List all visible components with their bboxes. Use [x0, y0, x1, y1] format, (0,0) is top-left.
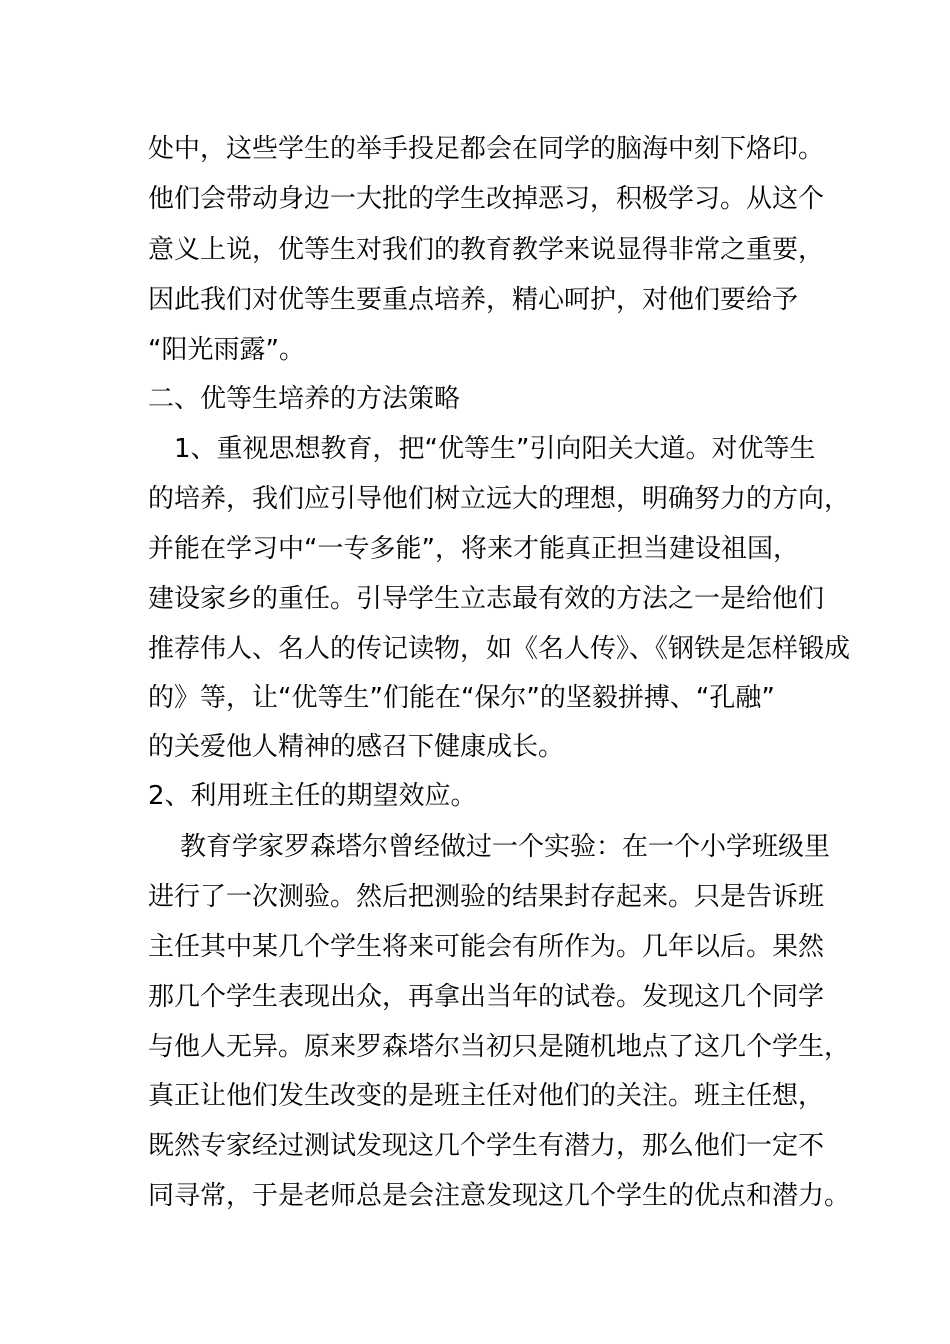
text-line: 教育学家罗森塔尔曾经做过一个实验：在一个小学班级里	[180, 832, 831, 862]
text-line: 因此我们对优等生要重点培养，精心呵护，对他们要给予	[148, 285, 799, 315]
text-line: 的关爱他人精神的感召下健康成长。	[148, 732, 565, 762]
text-line: 那几个学生表现出众，再拿出当年的试卷。发现这几个同学	[148, 982, 825, 1012]
text-line: 的》等，让“优等生”们能在“保尔”的坚毅拼搏、“孔融”	[148, 683, 775, 713]
text-line: 他们会带动身边一大批的学生改掉恶习，积极学习。从这个	[148, 184, 825, 214]
text-line: 进行了一次测验。然后把测验的结果封存起来。只是告诉班	[148, 882, 825, 912]
text-line: 意义上说，优等生对我们的教育教学来说显得非常之重要，	[148, 235, 825, 265]
text-line: 真正让他们发生改变的是班主任对他们的关注。班主任想，	[148, 1081, 825, 1111]
text-line: 与他人无异。原来罗森塔尔当初只是随机地点了这几个学生，	[148, 1032, 851, 1062]
text-line: 同寻常，于是老师总是会注意发现这几个学生的优点和潜力。	[148, 1181, 851, 1211]
subsection-heading: 2、利用班主任的期望效应。	[148, 781, 477, 811]
text-line: 既然专家经过测试发现这几个学生有潜力，那么他们一定不	[148, 1131, 825, 1161]
text-line: 并能在学习中“一专多能”，将来才能真正担当建设祖国，	[148, 534, 799, 564]
text-line: 建设家乡的重任。引导学生立志最有效的方法之一是给他们	[148, 584, 825, 614]
subsection-heading: 1、重视思想教育，把“优等生”引向阳关大道。对优等生	[174, 434, 816, 464]
section-heading: 二、优等生培养的方法策略	[148, 384, 461, 414]
text-line: 处中，这些学生的举手投足都会在同学的脑海中刻下烙印。	[148, 134, 825, 164]
text-line: 推荐伟人、名人的传记读物，如《名人传》、《钢铁是怎样锻成	[148, 634, 851, 664]
text-line: 主任其中某几个学生将来可能会有所作为。几年以后。果然	[148, 932, 825, 962]
text-line: “阳光雨露”。	[148, 335, 305, 365]
text-line: 的培养，我们应引导他们树立远大的理想，明确努力的方向，	[148, 484, 851, 514]
